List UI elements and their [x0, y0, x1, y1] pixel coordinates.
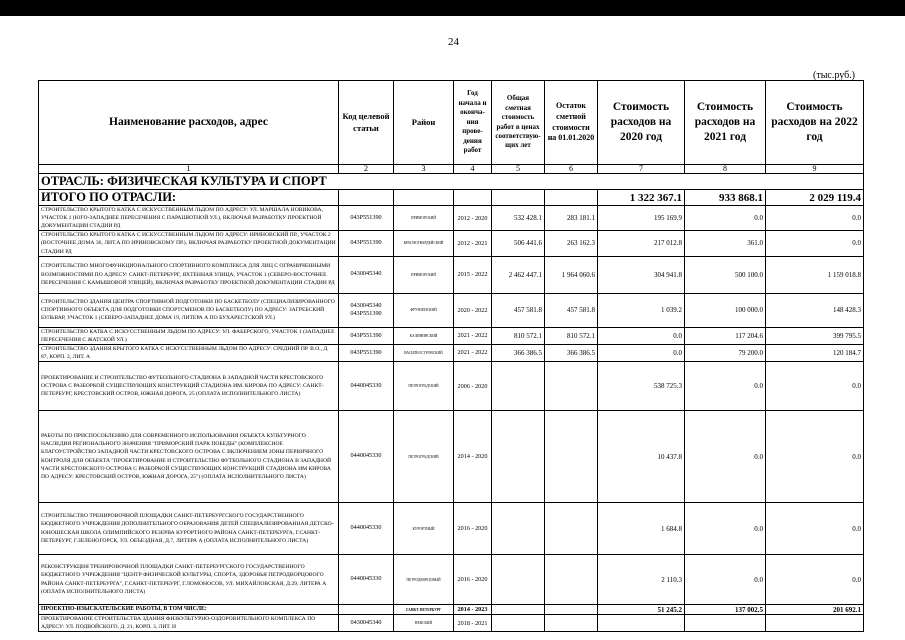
row-code: 0440045330: [339, 503, 394, 555]
table-row: [39, 555, 864, 605]
row-remaining: 366 386.5: [545, 344, 598, 361]
row-years: 2015 - 2022: [454, 256, 492, 293]
col-index: 4: [454, 165, 492, 174]
row-total-cost: 366 386.5: [492, 344, 545, 361]
row-years: 2014 - 2020: [454, 411, 492, 503]
row-name: РАБОТЫ ПО ПРИСПОСОБЛЕНИЮ ДЛЯ СОВРЕМЕННОГО ИСПОЛЬЗОВАНИЯ ОБЪЕКТА КУЛЬТУРНОГО НАСЛЕДИЯ РЕГИОНАЛЬНОГО ЗНАЧЕНИЯ "ПРИМОРСКИЙ ПАРК ПОБЕДЫ" (КОМПЛЕКСНОЕ БЛАГОУСТРОЙСТВО ЗАПАДНОЙ ЧАСТИ КРЕСТОВСКОГО ОСТРОВА С ВКЛЮЧЕНИЕМ ЗОНЫ ПЕРВИЧНОГО КОНТРОЛЯ ДЛЯ ОБЪЕКТА "ПРОЕКТИРОВАНИЕ И СТРОИТЕЛЬСТВО ФУТБОЛЬНОГО СТАДИОНА В ЗАПАДНОЙ ЧАСТИ КРЕСТОВСКОГО ОСТРОВА С РАЗБОРКОЙ СУЩЕСТВУЮЩИХ КОНСТРУКЦИЙ СТАДИОНА ИМ КИРОВА ПО АДРЕСУ: КРЕСТОВСКИЙ ОСТРОВ, ЮЖНАЯ ДОРОГА, 25") (ОПЛАТА ИСПОЛНИТЕЛЬНОГО ЛИСТА): [39, 411, 339, 503]
row-total-cost: 532 428.1: [492, 206, 545, 231]
total-label: ИТОГО ПО ОТРАСЛИ:: [39, 190, 339, 206]
row-district: ПЕТРОГРАДСКИЙ: [394, 411, 454, 503]
last-row-2021: [685, 615, 766, 632]
row-remaining: [545, 362, 598, 411]
row-remaining: 457 581.8: [545, 293, 598, 327]
row-remaining: 1 964 060.6: [545, 256, 598, 293]
row-cost-2021: 0.0: [685, 362, 766, 411]
subtotal-years: 2014 - 2023: [454, 605, 492, 615]
col-index: 9: [766, 165, 864, 174]
row-district: ВАСИЛЕОСТРОВСКИЙ: [394, 344, 454, 361]
row-district: ФРУНЗЕНСКИЙ: [394, 293, 454, 327]
table-row: [39, 344, 864, 361]
row-cost-2020: 2 110.3: [598, 555, 685, 605]
row-years: 2021 - 2022: [454, 327, 492, 344]
row-code: 0430045340 043P551390: [339, 293, 394, 327]
section-title: ОТРАСЛЬ: ФИЗИЧЕСКАЯ КУЛЬТУРА И СПОРТ: [39, 174, 864, 190]
row-code: 043P551390: [339, 344, 394, 361]
page-number: 24: [448, 36, 459, 48]
row-name: ПРОЕКТИРОВАНИЕ И СТРОИТЕЛЬСТВО ФУТБОЛЬНОГО СТАДИОНА В ЗАПАДНОЙ ЧАСТИ КРЕСТОВСКОГО ОСТРОВА С РАЗБОРКОЙ СУЩЕСТВУЮЩИХ КОНСТРУКЦИЙ СТАДИОНА ИМ. КИРОВА ПО АДРЕСУ: САНКТ-ПЕТЕРБУРГ, КРЕСТОВСКИЙ ОСТРОВ, ЮЖНАЯ ДОРОГА, 25 (ОПЛАТА ИСПОЛНИТЕЛЬНОГО ЛИСТА): [39, 362, 339, 411]
row-district: ПРИМОРСКИЙ: [394, 206, 454, 231]
row-total-cost: 457 581.8: [492, 293, 545, 327]
subtotal-2022: 201 692.1: [766, 605, 864, 615]
row-years: 2012 - 2021: [454, 231, 492, 256]
row-name: СТРОИТЕЛЬСТВО МНОГОФУНКЦИОНАЛЬНОГО СПОРТИВНОГО КОМПЛЕКСА ДЛЯ ЛИЦ С ОГРАНИЧЕННЫМИ ВОЗМОЖНОСТЯМИ ПО АДРЕСУ: САНКТ-ПЕТЕРБУРГ, ЯХТЕННАЯ УЛИЦА, УЧАСТОК 1 (СЕВЕРО-ВОСТОЧНЕЕ ПЕРЕСЕЧЕНИЯ С КАМЫШОВОЙ УЛИЦЕЙ), ВКЛЮЧАЯ РАЗРАБОТКУ ПРОЕКТНОЙ ДОКУМЕНТАЦИИ СТАДИИ РД: [39, 256, 339, 293]
row-remaining: 810 572.1: [545, 327, 598, 344]
row-years: 2006 - 2020: [454, 362, 492, 411]
header-remaining: Остаток сметной стоимости на 01.01.2020: [545, 81, 598, 165]
row-years: 2020 - 2022: [454, 293, 492, 327]
row-district: КУРОРТНЫЙ: [394, 503, 454, 555]
table-row: [39, 231, 864, 256]
header-name: Наименование расходов, адрес: [39, 81, 339, 165]
last-row-2020: [598, 615, 685, 632]
row-cost-2021: 0.0: [685, 555, 766, 605]
scan-top-border: [0, 0, 905, 16]
header-cost-2020: Стоимость расходов на 2020 год: [598, 81, 685, 165]
row-cost-2022: 0.0: [766, 231, 864, 256]
row-cost-2020: 1 039.2: [598, 293, 685, 327]
row-cost-2022: 1 159 018.8: [766, 256, 864, 293]
table-row: [39, 293, 864, 327]
expense-rows: [39, 206, 864, 605]
row-cost-2021: 100 000.0: [685, 293, 766, 327]
row-cost-2021: 0.0: [685, 503, 766, 555]
row-code: 043P551390: [339, 206, 394, 231]
table-row: [39, 503, 864, 555]
table-row: [39, 362, 864, 411]
row-cost-2021: 500 100.0: [685, 256, 766, 293]
row-cost-2021: 0.0: [685, 206, 766, 231]
row-cost-2021: 79 200.0: [685, 344, 766, 361]
row-name: СТРОИТЕЛЬСТВО ЗДАНИЯ ЦЕНТРА СПОРТИВНОЙ ПОДГОТОВКИ ПО БАСКЕТБОЛУ (СПЕЦИАЛИЗИРОВАННОГО СПОРТИВНОГО ОБЪЕКТА ДЛЯ ПОДГОТОВКИ СПОРТСМЕНОВ ПО БАСКЕТБОЛУ) ПО АДРЕСУ: ЗАГРЕБСКИЙ БУЛЬВАР, УЧАСТОК 1 (СЕВЕРО-ЗАПАДНЕЕ ДОМА 19, ЛИТЕРА А ПО БУХАРЕСТСКОЙ УЛ.): [39, 293, 339, 327]
row-years: 2012 - 2020: [454, 206, 492, 231]
row-cost-2020: 1 684.8: [598, 503, 685, 555]
row-district: ПЕТРОГРАДСКИЙ: [394, 362, 454, 411]
row-district: ПЕТРОДВОРЦОВЫЙ: [394, 555, 454, 605]
row-name: СТРОИТЕЛЬСТВО ТРЕНИРОВОЧНОЙ ПЛОЩАДКИ САНКТ-ПЕТЕРБУРГСКОГО ГОСУДАРСТВЕННОГО БЮДЖЕТНОГО УЧРЕЖДЕНИЯ ДОПОЛНИТЕЛЬНОГО ОБРАЗОВАНИЯ ДЕТЕЙ СПЕЦИАЛИЗИРОВАННАЯ ДЕТСКО-ЮНОШЕСКАЯ ШКОЛА ОЛИМПИЙСКОГО РЕЗЕРВА КУРОРТНОГО РАЙОНА САНКТ-ПЕТЕРБУРГА, Г.САНКТ-ПЕТЕРБУРГ, Г.ЗЕЛЕНОГОРСК, УЛ. ОБЪЕЗДНАЯ, Д.7, ЛИТЕРА А (ОПЛАТА ИСПОЛНИТЕЛЬНОГО ЛИСТА): [39, 503, 339, 555]
row-cost-2022: 148 428.3: [766, 293, 864, 327]
row-cost-2022: 0.0: [766, 362, 864, 411]
subtotal-2020: 51 245.2: [598, 605, 685, 615]
table-row: [39, 206, 864, 231]
row-years: 2016 - 2020: [454, 555, 492, 605]
row-cost-2022: 0.0: [766, 206, 864, 231]
header-years: Год начала и оконча-ния прове-дения работ: [454, 81, 492, 165]
row-cost-2022: 120 184.7: [766, 344, 864, 361]
last-row-years: 2018 - 2021: [454, 615, 492, 632]
row-cost-2021: 0.0: [685, 411, 766, 503]
row-total-cost: [492, 555, 545, 605]
last-row-2022: [766, 615, 864, 632]
row-years: 2021 - 2022: [454, 344, 492, 361]
row-cost-2020: 304 941.8: [598, 256, 685, 293]
row-remaining: [545, 555, 598, 605]
last-row-district: НЕВСКИЙ: [394, 615, 454, 632]
row-total-cost: [492, 411, 545, 503]
col-index: 2: [339, 165, 394, 174]
total-2022: 2 029 119.4: [766, 190, 864, 206]
row-cost-2022: 399 795.5: [766, 327, 864, 344]
row-district: ПРИМОРСКИЙ: [394, 256, 454, 293]
subtotal-district: САНКТ-ПЕТЕРБУРГ: [394, 605, 454, 615]
column-index-row: [39, 165, 864, 174]
last-row-total-cost: [492, 615, 545, 632]
header-row: [39, 81, 864, 165]
row-cost-2020: 217 012.8: [598, 231, 685, 256]
units-label: (тыс.руб.): [813, 70, 856, 81]
last-row-remaining: [545, 615, 598, 632]
row-cost-2022: 0.0: [766, 555, 864, 605]
col-index: 5: [492, 165, 545, 174]
row-cost-2020: 10 437.8: [598, 411, 685, 503]
table-row: [39, 327, 864, 344]
col-index: 8: [685, 165, 766, 174]
header-cost-2021: Стоимость расходов на 2021 год: [685, 81, 766, 165]
total-row: [39, 190, 864, 206]
col-index: 1: [39, 165, 339, 174]
row-code: 0440045330: [339, 411, 394, 503]
row-name: СТРОИТЕЛЬСТВО КРЫТОГО КАТКА С ИСКУССТВЕННЫМ ЛЬДОМ ПО АДРЕСУ: ИРИНОВСКИЙ ПР., УЧАСТОК 2 (ВОСТОЧНЕЕ ДОМА 36, ЛИТ.А ПО ИРИНОВСКОМУ ПР.), ВКЛЮЧАЯ РАЗРАБОТКУ ПРОЕКТНОЙ ДОКУМЕНТАЦИИ СТАДИИ РД: [39, 231, 339, 256]
section-row: [39, 174, 864, 190]
total-2020: 1 322 367.1: [598, 190, 685, 206]
row-cost-2020: 195 169.9: [598, 206, 685, 231]
row-total-cost: [492, 362, 545, 411]
row-years: 2016 - 2020: [454, 503, 492, 555]
subtotal-2021: 137 002.5: [685, 605, 766, 615]
row-remaining: [545, 503, 598, 555]
row-code: 0440045330: [339, 362, 394, 411]
header-code: Код целевой статьи: [339, 81, 394, 165]
header-cost-2022: Стоимость расходов на 2022 год: [766, 81, 864, 165]
row-cost-2020: 538 725.3: [598, 362, 685, 411]
row-code: 0440045330: [339, 555, 394, 605]
row-code: 0430045340: [339, 256, 394, 293]
row-remaining: [545, 411, 598, 503]
subtotal-label: ПРОЕКТНО-ИЗЫСКАТЕЛЬСКИЕ РАБОТЫ, В ТОМ ЧИСЛЕ:: [39, 605, 339, 615]
last-row-name: ПРОЕКТИРОВАНИЕ СТРОИТЕЛЬСТВА ЗДАНИЯ ФИЗКУЛЬТУРНО-ОЗДОРОВИТЕЛЬНОГО КОМПЛЕКСА ПО АДРЕСУ: УЛ. ПОДВОЙСКОГО, Д. 21, КОРП. 3, ЛИТ. И: [39, 615, 339, 632]
row-name: СТРОИТЕЛЬСТВО ЗДАНИЯ КРЫТОГО КАТКА С ИСКУССТВЕННЫМ ЛЬДОМ ПО АДРЕСУ: СРЕДНИЙ ПР. В.О., Д. 87, КОРП. 2, ЛИТ. А: [39, 344, 339, 361]
row-total-cost: 2 462 447.1: [492, 256, 545, 293]
row-district: КРАСНОГВАРДЕЙСКИЙ: [394, 231, 454, 256]
row-cost-2021: 117 204.6: [685, 327, 766, 344]
row-code: 043P551390: [339, 327, 394, 344]
row-remaining: 283 181.1: [545, 206, 598, 231]
header-district: Район: [394, 81, 454, 165]
row-cost-2021: 361.0: [685, 231, 766, 256]
row-cost-2022: 0.0: [766, 503, 864, 555]
row-name: СТРОИТЕЛЬСТВО КРЫТОГО КАТКА С ИСКУССТВЕННЫМ ЛЬДОМ ПО АДРЕСУ: УЛ. МАРШАЛА НОВИКОВА, УЧАСТОК 1 (ЮГО-ЗАПАДНЕЕ ПЕРЕСЕЧЕНИЯ С ПАРАШЮТНОЙ УЛ.), ВКЛЮЧАЯ РАЗРАБОТКУ ПРОЕКТНОЙ ДОКУМЕНТАЦИИ СТАДИИ РД: [39, 206, 339, 231]
row-cost-2022: 0.0: [766, 411, 864, 503]
expenses-table: [38, 80, 864, 632]
row-total-cost: 810 572.1: [492, 327, 545, 344]
row-remaining: 263 162.3: [545, 231, 598, 256]
row-total-cost: [492, 503, 545, 555]
row-cost-2020: 0.0: [598, 344, 685, 361]
row-district: КАЛИНИНСКИЙ: [394, 327, 454, 344]
col-index: 7: [598, 165, 685, 174]
table-row: [39, 411, 864, 503]
last-row-code: 0430045340: [339, 615, 394, 632]
col-index: 3: [394, 165, 454, 174]
row-name: РЕКОНСТРУКЦИЯ ТРЕНИРОВОЧНОЙ ПЛОЩАДКИ САНКТ-ПЕТЕРБУРГСКОГО ГОСУДАРСТВЕННОГО БЮДЖЕТНОГО УЧРЕЖДЕНИЯ "ЦЕНТР ФИЗИЧЕСКОЙ КУЛЬТУРЫ, СПОРТА, ЗДОРОВЬЯ ПЕТРОДВОРЦОВОГО РАЙОНА САНКТ-ПЕТЕРБУРГА", Г.САНКТ-ПЕТЕРБУРГ, Г.ЛОМОНОСОВ, УЛ. МИХАЙЛОВСКАЯ, Д.29, ЛИТЕРА А (ОПЛАТА ИСПОЛНИТЕЛЬНОГО ЛИСТА): [39, 555, 339, 605]
row-total-cost: 506 441.6: [492, 231, 545, 256]
table-row: [39, 256, 864, 293]
header-total-cost: Общая сметная стоимость работ в ценах соответствую-щих лет: [492, 81, 545, 165]
row-cost-2020: 0.0: [598, 327, 685, 344]
row-code: 043P551390: [339, 231, 394, 256]
last-row: [39, 615, 864, 632]
total-2021: 933 868.1: [685, 190, 766, 206]
col-index: 6: [545, 165, 598, 174]
subtotal-row: [39, 605, 864, 615]
row-name: СТРОИТЕЛЬСТВО КАТКА С ИСКУССТВЕННЫМ ЛЬДОМ ПО АДРЕСУ: УЛ. ФАБЕРСКОГО, УЧАСТОК 1 (ЗАПАДНЕЕ ПЕРЕСЕЧЕНИЯ С ЖАТСКОЙ УЛ.): [39, 327, 339, 344]
